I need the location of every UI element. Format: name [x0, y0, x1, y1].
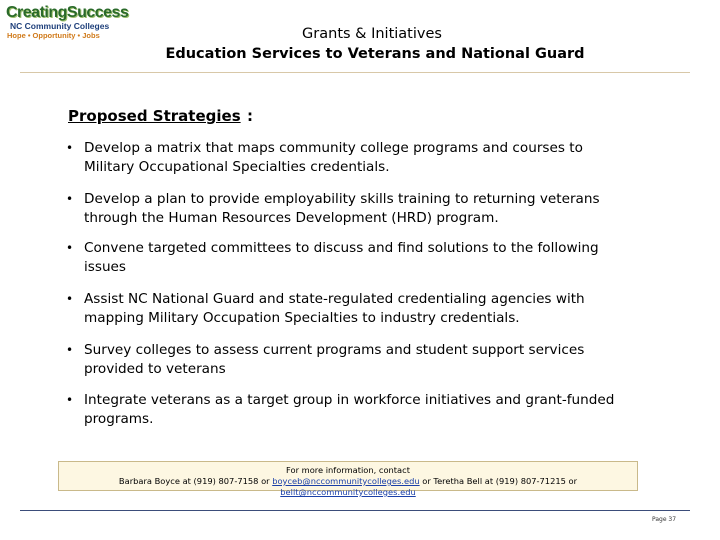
list-item-line: Assist NC National Guard and state-regulated credentialing agencies with	[84, 291, 585, 307]
bullet-icon: •	[66, 343, 74, 357]
page-title: Grants & Initiatives	[302, 26, 442, 42]
bullet-icon: •	[66, 292, 74, 306]
list-item-line: Convene targeted committees to discuss and find solutions to the following	[84, 240, 599, 256]
bullet-icon: •	[66, 192, 74, 206]
contact-intro: For more information, contact	[286, 465, 410, 475]
logo-wordmark: CreatingSuccess	[6, 4, 129, 21]
logo-tagline: Hope • Opportunity • Jobs	[7, 31, 100, 40]
list-item	[66, 391, 651, 429]
list-item	[66, 290, 651, 328]
list-item	[66, 341, 651, 379]
list-item-line: issues	[84, 259, 127, 275]
header-divider	[20, 72, 690, 73]
page-header	[0, 24, 720, 64]
list-item	[66, 139, 651, 177]
list-item-line: programs.	[84, 411, 154, 427]
contact-person-1: Barbara Boyce at (919) 807-7158 or	[118, 476, 270, 486]
bullet-icon: •	[66, 141, 74, 155]
contact-line	[59, 476, 637, 498]
list-item-line: mapping Military Occupation Specialties to industry credentials.	[84, 310, 520, 326]
page-number: Page 37	[652, 516, 677, 523]
bullet-icon: •	[66, 393, 74, 407]
footer-divider	[20, 510, 690, 511]
list-item	[66, 190, 651, 228]
strategies-heading: Proposed Strategies	[68, 107, 241, 125]
list-item-line: through the Human Resources Development (HRD) program.	[84, 210, 499, 226]
contact-separator: or	[422, 476, 431, 486]
list-item-line: Military Occupational Specialties credentials.	[84, 159, 390, 175]
email-link-boyce[interactable]: boyceb@nccommunitycolleges.edu	[272, 476, 420, 486]
strategies-heading-colon: :	[247, 107, 253, 125]
contact-person-2: Teretha Bell at (919) 807-71215 or	[433, 476, 578, 486]
list-item-line: Develop a matrix that maps community college programs and courses to	[84, 140, 583, 156]
contact-box	[58, 461, 638, 497]
list-item	[66, 239, 651, 277]
list-item-line: Survey colleges to assess current programs and student support services	[84, 342, 585, 358]
list-item-line: Develop a plan to provide employability skills training to returning veterans	[84, 191, 600, 207]
list-item-line: provided to veterans	[84, 361, 226, 377]
bullet-icon: •	[66, 241, 74, 255]
email-link-bell[interactable]: bellt@nccommunitycolleges.edu	[280, 487, 416, 497]
page-subtitle: Education Services to Veterans and National Guard	[165, 46, 585, 62]
list-item-line: Integrate veterans as a target group in workforce initiatives and grant-funded	[84, 392, 615, 408]
logo-org: NC Community Colleges	[10, 21, 110, 31]
